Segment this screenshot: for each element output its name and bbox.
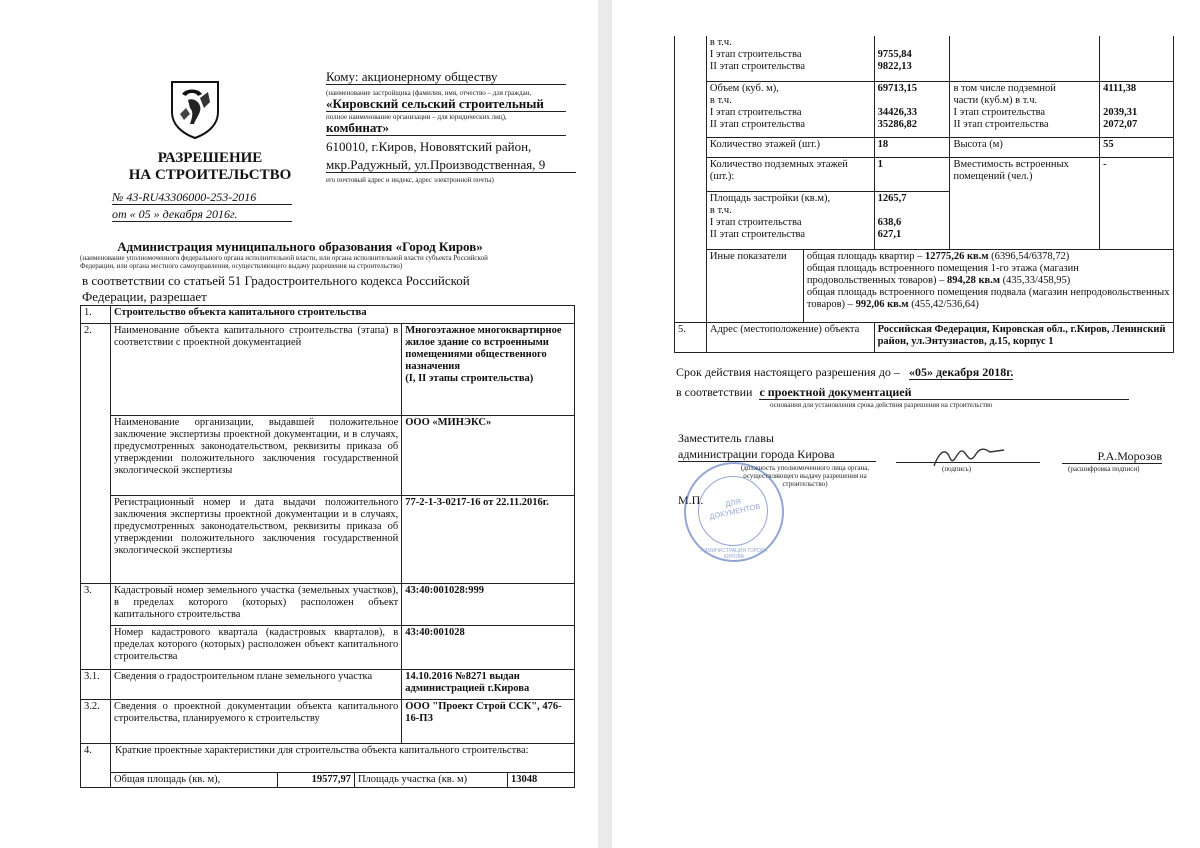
stamp-center-text: ДЛЯ ДОКУМЕНТОВ (708, 496, 762, 522)
characteristics-cell (110, 744, 574, 788)
row-number: 2. (81, 324, 111, 584)
accordance-caption: основания для установления срока действия разрешения на строительство (770, 401, 993, 409)
row-label: Наименование организации, выдавшей положительное заключение экспертизы проектной документации, и в случаях, предусмотренных законодательством, реквизиты приказа об утверждении положительного заключения государственной экологической экспертизы (110, 416, 401, 496)
site-area-value: 13048 (508, 773, 575, 788)
table-row (81, 626, 575, 670)
row-label: в том числе подземной части (куб.м) в т.ч. I этап строительства II этап строительства (950, 81, 1100, 137)
addressee-org-line2: комбинат» (326, 121, 566, 136)
table-row (81, 496, 575, 584)
permit-table-right (674, 36, 1174, 353)
row-value: 18 (874, 137, 950, 157)
left-page (0, 0, 598, 848)
other-indicators-cell (706, 249, 1173, 322)
total-area-value: 19577,97 (277, 773, 354, 788)
addressee-to-line: Кому: акционерному обществу (326, 70, 566, 85)
addressee-address2: мкр.Радужный, ул.Производственная, 9 (326, 158, 576, 173)
other-indicators-values (803, 250, 1173, 322)
row-label: Регистрационный номер и дата выдачи положительного заключения экспертизы проектной документации и в случаях, предусмотренных законодательством, реквизиты приказа об утверждении положительного заключения государственной экологической экспертизы (110, 496, 401, 584)
addressee-caption: (наименование застройщика (фамилия, имя, отчество – для граждан, (326, 89, 532, 97)
row-label: Количество подземных этажей (шт.): (706, 157, 874, 191)
row-value: 69713,15 34426,33 35286,82 (874, 81, 950, 137)
row-number: 5. (675, 322, 707, 352)
table-row (675, 36, 1174, 81)
authority-caption-2: Федерации, или органа местного самоуправления, осуществляющего выдачу разрешения на строительство) (80, 262, 403, 270)
table-row (675, 157, 1174, 191)
table-row (81, 700, 575, 744)
row-label: Количество этажей (шт.) (706, 137, 874, 157)
validity-date: «05» декабря 2018г. (908, 365, 1014, 379)
row-label: Объем (куб. м), в т.ч. I этап строительства II этап строительства (706, 81, 874, 137)
row-value: Многоэтажное многоквартирное жилое здание со встроенными помещениями общественного назначения (I, II этапы строительства) (402, 324, 575, 416)
row-label: Площадь застройки (кв.м), в т.ч. I этап строительства II этап строительства (706, 191, 874, 249)
row-label: Адрес (местоположение) объекта (706, 322, 874, 352)
row-value: - (1100, 157, 1174, 249)
signer-position-1: Заместитель главы (678, 431, 774, 445)
table-row (675, 322, 1174, 352)
permit-table-left (80, 305, 575, 788)
coat-of-arms-icon (168, 78, 222, 140)
page-gutter (598, 0, 612, 848)
row-label: в т.ч. I этап строительства II этап строительства (706, 36, 874, 81)
characteristics-subtable (111, 772, 574, 787)
signer-position-2: администрации города Кирова (678, 448, 876, 462)
table-row (675, 81, 1174, 137)
row-value: 1 (874, 157, 950, 191)
site-area-label: Площадь участка (кв. м) (354, 773, 507, 788)
row-label: Вместимость встроенных помещений (чел.) (950, 157, 1100, 249)
other-indicator-2: общая площадь встроенного помещения 1-го этажа (магазин продовольственных товаров) – 894,28 кв.м (435,33/458,95) (806, 262, 1079, 286)
row-label: Высота (м) (950, 137, 1100, 157)
section-heading: Строительство объекта капитального строительства (110, 306, 574, 324)
row-value: 1265,7 638,6 627,1 (874, 191, 950, 249)
row-number: 3.2. (81, 700, 111, 744)
row-label: Краткие проектные характеристики для строительства объекта капитального строительства: (114, 745, 529, 756)
row-value: 77-2-1-3-0217-16 от 22.11.2016г. (402, 496, 575, 584)
table-row (675, 249, 1174, 322)
authority-caption-1: (наименование уполномоченного федерального органа исполнительной власти, или органа исполнительной власти субъекта Российской (80, 254, 488, 262)
issuing-authority: Администрация муниципального образования «Город Киров» (117, 239, 483, 254)
permit-date: от « 05 » декабря 2016г. (112, 208, 292, 222)
row-value: ООО «МИНЭКС» (402, 416, 575, 496)
signer-caption: (должность уполномоченного лица органа, осуществляющего выдачу разрешения на строительство) (740, 464, 870, 488)
row-value: 14.10.2016 №8271 выдан администрацией г.Кирова (402, 670, 575, 700)
row-number: 3. (81, 584, 111, 670)
row-number: 1. (81, 306, 111, 324)
row-label: Кадастровый номер земельного участка (земельных участков), в пределах которого (которых) расположен объект капитального строительства (110, 584, 401, 626)
row-label: Сведения о градостроительном плане земельного участка (110, 670, 401, 700)
row-label: Номер кадастрового квартала (кадастровых кварталов), в пределах которого (которых) расположен объект капитального строительства (110, 626, 401, 670)
doc-title-line2: НА СТРОИТЕЛЬСТВО (128, 167, 292, 183)
row-value: 4111,38 2039,31 2072,07 (1100, 81, 1174, 137)
signer-name-caption: (расшифровка подписи) (1068, 465, 1140, 473)
table-row (675, 137, 1174, 157)
table-row (81, 670, 575, 700)
permits-line-1: в соответствии со статьей 51 Градостроительного кодекса Российской (82, 273, 470, 288)
stamp-ring-text: АДМИНИСТРАЦИЯ ГОРОДА КИРОВА (700, 548, 768, 560)
seal-place-label: М.П. (678, 493, 704, 507)
row-value: Российская Федерация, Кировская обл., г.Киров, Ленинский район, ул.Энтузиастов, д.15, корпус 1 (874, 322, 1173, 352)
stamp-icon (684, 462, 784, 562)
other-indicator-3: общая площадь встроенного помещения подвала (магазин непродовольственных товаров) – 992,06 кв.м (455,42/536,64) (806, 286, 1170, 310)
row-value: 9755,84 9822,13 (874, 36, 950, 81)
row-number: 3.1. (81, 670, 111, 700)
row-value: 43:40:001028 (402, 626, 575, 670)
permit-number: № 43-RU43306000-253-2016 (112, 191, 292, 205)
row-label: Иные показатели (707, 250, 804, 322)
table-row (81, 324, 575, 416)
total-area-label: Общая площадь (кв. м), (111, 773, 278, 788)
row-number: 4. (81, 744, 111, 788)
row-label: Наименование объекта капитального строительства (этапа) в соответствии с проектной документацией (110, 324, 401, 416)
validity-line: Срок действия настоящего разрешения до – «05» декабря 2018г. (676, 365, 1014, 379)
table-row (81, 416, 575, 496)
row-value: 43:40:001028:999 (402, 584, 575, 626)
doc-title-line1: РАЗРЕШЕНИЕ (157, 150, 263, 166)
row-value: ООО "Проект Строй ССК", 476-16-ПЗ (402, 700, 575, 744)
accordance-value: с проектной документацией (759, 386, 1129, 400)
permits-line-2: Федерации, разрешает (82, 289, 207, 304)
accordance-line: в соответствии с проектной документацией (676, 386, 1176, 400)
row-value: 55 (1100, 137, 1174, 157)
signer-name: Р.А.Морозов (1062, 450, 1162, 464)
row-label: Сведения о проектной документации объекта капитального строительства, планируемого к строительству (110, 700, 401, 744)
addressee-address-caption: его почтовый адрес и индекс, адрес электронной почты) (326, 176, 494, 184)
addressee-org-line1: «Кировский сельский строительный (326, 97, 566, 112)
signature-caption: (подпись) (942, 465, 972, 473)
addressee-org-caption: полное наименование организации – для юридических лиц), (326, 113, 507, 121)
table-row (81, 306, 575, 324)
table-row (81, 584, 575, 626)
other-indicator-1: общая площадь квартир – 12775,26 кв.м (6396,54/6378,72) (806, 250, 1070, 262)
table-row (81, 744, 575, 788)
addressee-address1: 610010, г.Киров, Нововятский район, (326, 139, 532, 154)
right-page (612, 0, 1200, 848)
